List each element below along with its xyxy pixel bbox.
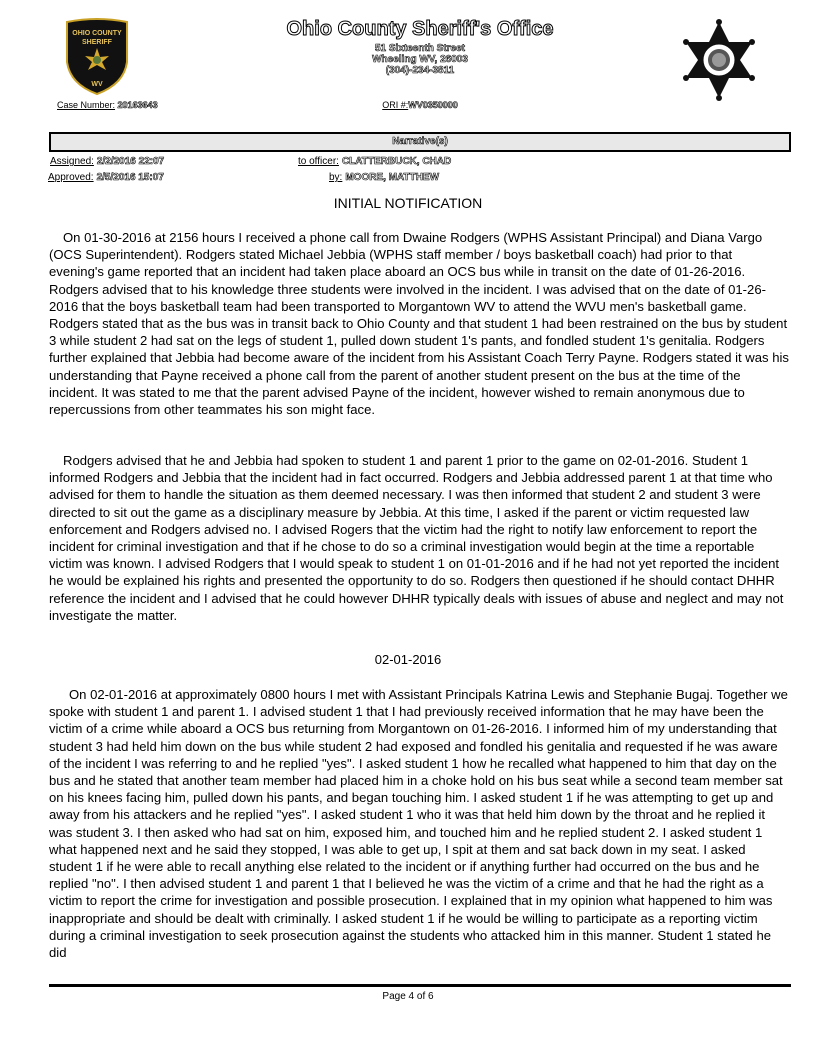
heading-date: 02-01-2016	[374, 652, 442, 667]
footer-divider	[49, 984, 791, 987]
assigned-field	[50, 156, 164, 167]
logo-text-sheriff: SHERIFF	[82, 39, 112, 46]
approved-by-field	[329, 172, 439, 183]
approved-value: 2/5/2016 15:07	[96, 172, 164, 183]
approved-label: Approved:	[48, 172, 94, 183]
approved-by-label: by:	[329, 172, 343, 183]
ori-label: ORI #:	[382, 100, 409, 110]
star-seal-logo	[674, 18, 764, 102]
page-number: Page 4 of 6	[382, 991, 434, 1002]
ori-field	[270, 100, 570, 110]
narrative-paragraph-1: On 01-30-2016 at 2156 hours I received a phone call from Dwaine Rodgers (WPHS Assistant Principal) and Diana Vargo (OCS Superintendent). Rodgers stated Michael Jebbia (WPHS staff member / boys basketball coach) had prior to that evening's game reported that an incident had taken place aboard an OCS bus while in transit on the date of 01-26-2016. Rodgers advised that to his knowledge three students were involved in the incident. I was advised that on the date of 01-26-2016 that the boys basketball team had been transported to Morgantown WV to attend the WVU men's basketball game. Rodgers stated that as the bus was in transit back to Ohio County and that student 1 had been restrained on the bus by student 3 while student 2 had sat on the legs of student 1, pulled down student 1's pants, and fondled student 1's genitalia. Rodgers further explained that Jebbia had become aware of the incident from his Assistant Coach Terry Payne. Rodgers stated it was his understanding that Payne received a phone call from the parent of another student present on the bus at the time of the incident. It was stated to me that the parent advised Payne of the incident, however wished to remain anonymous due to repercussions from other teammates his son might face.	[49, 230, 789, 418]
case-number-label: Case Number:	[57, 100, 116, 110]
ori-value: WV0350000	[408, 100, 458, 110]
narrative-paragraph-2: Rodgers advised that he and Jebbia had spoken to student 1 and parent 1 prior to the game on 02-01-2016. Student 1 informed Rodgers and Jebbia that the incident had in fact occurred. Rodgers and Jebbia addressed parent 1 at that time who advised for them to handle the situation as them deemed necessary. I was then informed that student 2 and student 3 were directed to sit out the game as a disciplinary measure by Jebbia. At this time, I asked if the parent or victim requested law enforcement and Rodgers advised no. I advised Rogers that the victim had the right to notify law enforcement to report the incident for criminal investigation and that if he chose to do so a criminal investigation would begin at the time a reportable victim was known. I advised Rodgers that I would speak to student 1 on 01-01-2016 and if he had not yet reported the incident he would be explained his rights and presented the opportunity to do so. Rodgers then questioned if he should contact DHHR reference the incident and I advised that he could however DHHR typically deals with issues of abuse and neglect and may not investigate the matter.	[49, 453, 784, 623]
heading-initial-notification: INITIAL NOTIFICATION	[333, 195, 483, 211]
narrative-paragraph-3: On 02-01-2016 at approximately 0800 hours I met with Assistant Principals Katrina Lewis and Stephanie Bugaj. Together we spoke with student 1 and parent 1. I advised student 1 that I had previously received information that he may have been the victim of a crime while aboard a OCS bus returning from Morgantown on 01-26-2016. I informed him of my understanding that student 3 had held him down on the bus while student 2 had exposed and fondled his genitalia and requested if he was aware of the incident I was referring to and he replied "yes". I asked student 1 how he recalled what happened to him that day on the bus and he stated that another team member had placed him in a choke hold on his bus seat while a second team member sat on his knees facing him, pulled down his pants, and began touching him. I asked student 1 if he was attempting to get up and away from his attackers and he replied "yes". I asked student 1 who it was that held him down by the throat and he replied it was student 3. I then asked who had sat on him, exposed him, and touched him and he replied student 2. I asked student 1 what happened next and he said they stopped, I was able to get up, I spit at them and sat back down in my seat. I asked student 1 if he were able to recall anything else related to the incident or if anything further had occurred on the bus and he replied "no". I then advised student 1 and parent 1 that I believed he was the victim of a crime and that he had the right as a victim to report the crime for investigation and possible prosecution. I explained that in my opinion what happened to him was inappropriate and should be dealt with criminally. I asked student 1 if he would be willing to participate as a reporting victim during a criminal investigation to seek prosecution against the students who attacked him in this manner. Student 1 stated he did	[49, 687, 788, 961]
office-address	[270, 43, 570, 76]
address-phone: (304)-234-3811	[385, 65, 455, 76]
sheriff-badge-logo	[64, 18, 130, 96]
approved-field	[48, 172, 164, 183]
address-city: Wheeling WV, 26003	[372, 54, 468, 65]
narratives-title: Narrative(s)	[392, 136, 448, 147]
logo-text-county: OHIO COUNTY	[72, 30, 122, 37]
case-number-value: 20163643	[117, 100, 158, 110]
to-officer-field	[298, 156, 451, 167]
case-number-field	[57, 100, 158, 110]
office-title: Ohio County Sheriff's Office	[286, 18, 554, 40]
logo-text-wv: WV	[91, 81, 103, 88]
address-street: 51 Sixteenth Street	[374, 43, 466, 54]
assigned-label: Assigned:	[50, 156, 94, 167]
to-officer-value: CLATTERBUCK, CHAD	[341, 156, 452, 167]
assigned-value: 2/2/2016 22:07	[96, 156, 165, 167]
approved-by-value: MOORE, MATTHEW	[345, 172, 440, 183]
narratives-section-header	[49, 132, 791, 152]
to-officer-label: to officer:	[298, 156, 339, 167]
